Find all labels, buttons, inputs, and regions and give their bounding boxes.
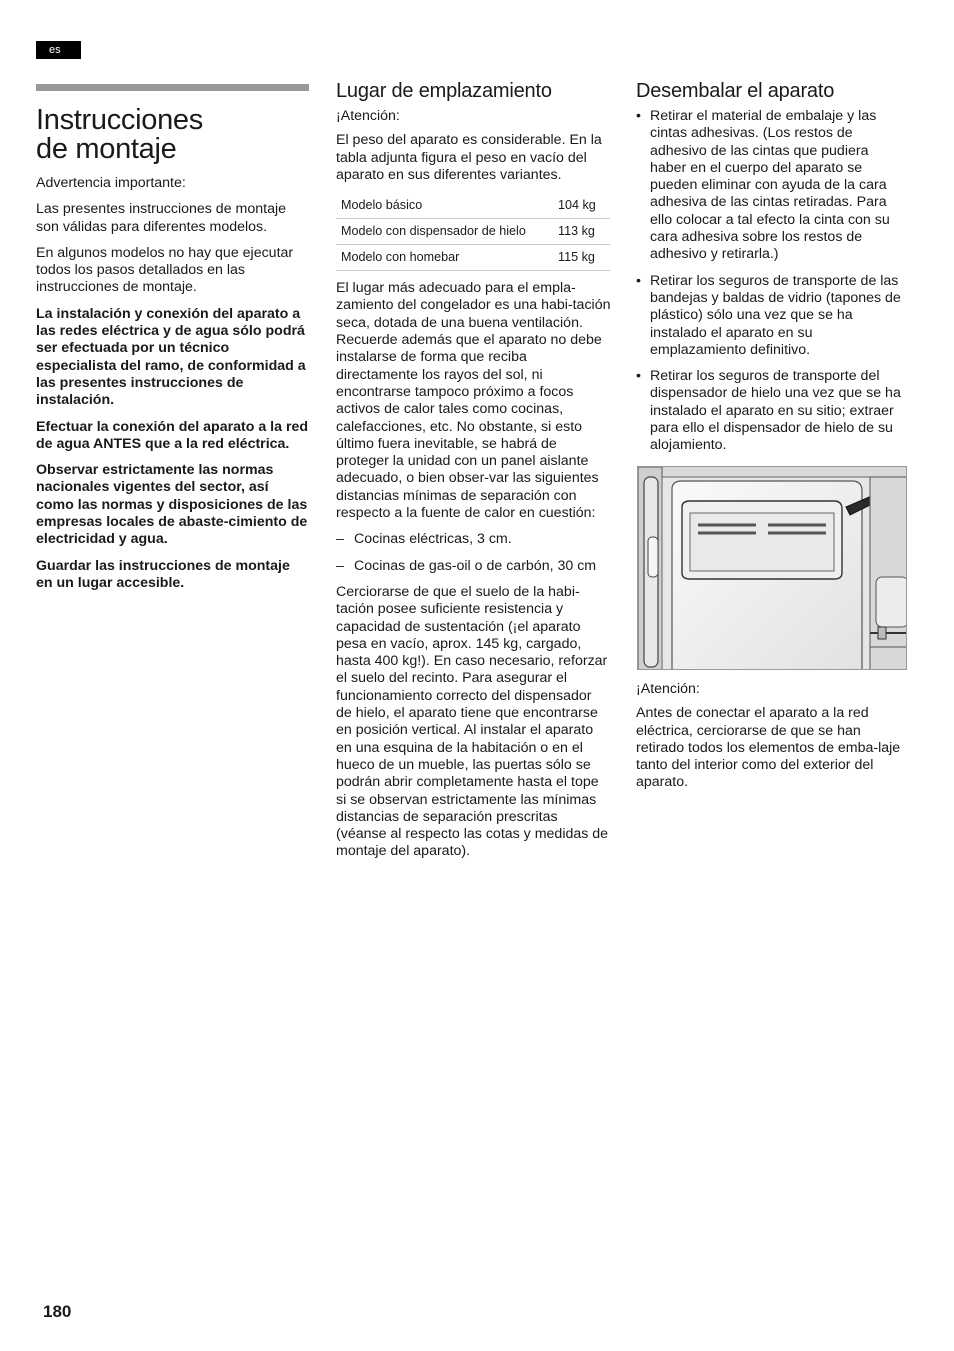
- weight-cell: 104 kg: [553, 193, 610, 219]
- dash-mark: –: [336, 557, 344, 574]
- list-item: [336, 531, 611, 548]
- table-row: [336, 219, 610, 245]
- bullet-mark: •: [636, 272, 641, 289]
- ice-dispenser-illustration: [637, 466, 907, 670]
- weight-cell: 113 kg: [553, 219, 610, 245]
- weight-intro: El peso del aparato es considerable. En la tabla adjunta figura el peso en vacío del aparato en sus diferentes variantes.: [336, 132, 602, 183]
- distance-list: [336, 531, 611, 575]
- page-title: [36, 106, 309, 164]
- attention-label: ¡Atención:: [336, 108, 400, 124]
- column-2: [336, 108, 611, 861]
- table-row: [336, 245, 610, 271]
- attention-block: [636, 681, 908, 792]
- table-row: [336, 193, 610, 219]
- bold-water-first: Efectuar la conexión del aparato a la red de agua ANTES que a la red eléctrica.: [36, 418, 309, 452]
- illustration-graphic: [638, 467, 907, 670]
- bold-regulations: Observar estrictamente las normas nacionales vigentes del sector, así como las normas y disposiciones de las empresas locales de abaste-cimiento de electricidad y agua.: [36, 462, 308, 548]
- bold-keep-instructions: Guardar las instrucciones de montaje en un lugar accesible.: [36, 557, 290, 591]
- paragraph-steps: En algunos modelos no hay que ejecutar todos los pasos detallados en las instrucciones de montaje.: [36, 244, 294, 296]
- language-tag: es: [36, 41, 81, 59]
- dash-mark: –: [336, 531, 344, 548]
- title-line-2: de montaje: [36, 133, 177, 165]
- model-cell: Modelo con dispensador de hielo: [336, 219, 553, 245]
- bullet-mark: •: [636, 368, 641, 385]
- model-cell: Modelo con homebar: [336, 245, 553, 271]
- list-item-text: Retirar el material de embalaje y las cintas adhesivas. (Los restos de adhesivo de las cintas que pudiera haber en el cuerpo del aparato se pueden eliminar con ayuda de la cara adhesiva de las cintas retiradas. Para ello colocar a tal efecto la cinta con su cara adhesiva sobre los restos de adhesivo y retirarla.): [650, 108, 890, 263]
- list-item-text: Retirar los seguros de transporte de las bandejas y baldas de vidrio (tapones de plástico) sólo una vez que se ha instalado el aparato en su emplazamiento definitivo.: [650, 272, 901, 358]
- weight-table: [336, 193, 610, 271]
- list-item-text: Cocinas de gas-oil o de carbón, 30 cm: [354, 557, 597, 574]
- heading-location: Lugar de emplazamiento: [336, 80, 552, 102]
- unpack-list: [636, 108, 908, 455]
- title-rule: [36, 84, 309, 91]
- list-item: [636, 273, 908, 359]
- list-item: [636, 108, 908, 264]
- warning-heading: Advertencia importante:: [36, 175, 186, 191]
- bold-installation: La instalación y conexión del aparato a las redes eléctrica y de agua sólo podrá ser efectuada por un técnico especialista del ramo, de conformidad a las presentes instrucciones de instalación.: [36, 305, 306, 409]
- weight-cell: 115 kg: [553, 245, 610, 271]
- list-item: [336, 558, 611, 575]
- list-item: [636, 368, 908, 454]
- paragraph-location: El lugar más adecuado para el empla-zamiento del congelador es una habi-tación seca, dotada de una buena ventilación. Recuerde además que el aparato no debe instalarse de forma que reciba directamente los rayos del sol, ni encontrarse tampoco próximo a focos activos de calor tales como cocinas, calefacciones, etc. No obstante, si esto último fuera inevitable, se habrá de proteger la unidad con un panel aislante adecuado, o bien obser-var las siguientes distancias mínimas de separación con respecto a la fuente de calor en cuestión:: [336, 280, 611, 522]
- model-cell: Modelo básico: [336, 193, 553, 219]
- paragraph-floor: Cerciorarse de que el suelo de la habi-tación posee suficiente resistencia y capacidad de sustentación (¡el aparato pesa en vacío, aprox. 145 kg, cargado, hasta 400 kg!). En caso necesario, reforzar el suelo del recinto. Para asegurar el funcionamiento correcto del dispensador de hielo, el aparato tiene que encontrarse en posición vertical. Al instalar el aparato en una esquina de la habitación o en el hueco de un mueble, las puertas sólo se podrán abrir completamente hasta el tope si se observan estrictamente las mínimas distancias de separación prescritas (véanse al respecto las cotas y medidas de montaje del aparato).: [336, 583, 609, 860]
- list-item-text: Cocinas eléctricas, 3 cm.: [354, 531, 512, 548]
- column-1: [36, 175, 309, 601]
- attention-label: ¡Atención:: [636, 681, 700, 697]
- paragraph-before-connecting: Antes de conectar el aparato a la red eléctrica, cerciorarse de que se han retirado todos los elementos de emba-laje tanto del interior como del exterior del aparato.: [636, 705, 901, 791]
- paragraph-models: Las presentes instrucciones de montaje son válidas para diferentes modelos.: [36, 201, 286, 235]
- heading-unpacking: Desembalar el aparato: [636, 80, 835, 102]
- title-line-1: Instrucciones: [36, 104, 203, 136]
- list-item-text: Retirar los seguros de transporte del dispensador de hielo una vez que se ha instalado el aparato en su sitio; extraer para ello el dispensador de hielo de su alojamiento.: [650, 368, 901, 454]
- page-number: 180: [43, 1302, 72, 1321]
- column-3: [636, 108, 908, 464]
- bullet-mark: •: [636, 108, 641, 124]
